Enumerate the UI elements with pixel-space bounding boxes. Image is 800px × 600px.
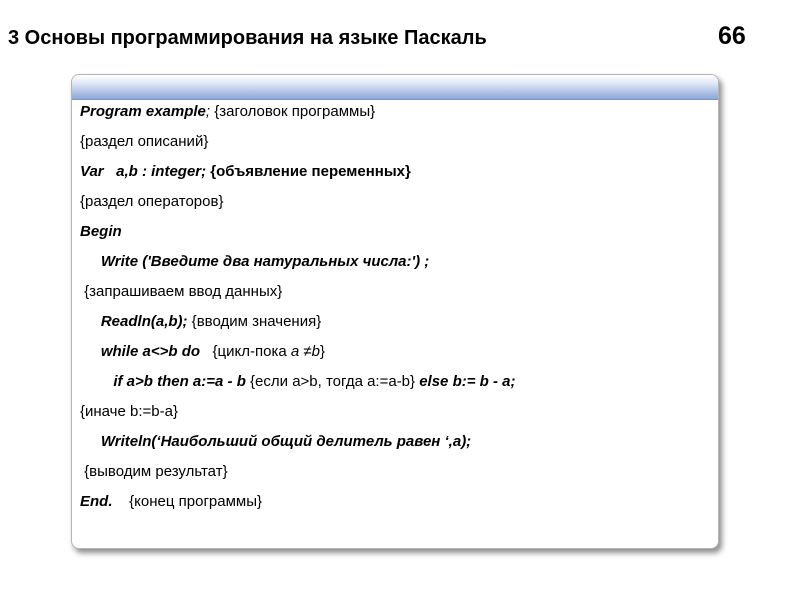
code-comment: {конец программы}	[112, 493, 263, 510]
slide-number: 66	[718, 22, 746, 50]
code-line	[80, 187, 714, 217]
code-comment: {раздел описаний}	[80, 133, 209, 150]
code-line	[80, 427, 714, 457]
code-listing	[80, 97, 714, 517]
code-line	[80, 277, 714, 307]
code-comment: {иначе b:=b-a}	[80, 403, 178, 420]
code-keyword: Writeln(‘Наибольший общий делитель равен ‘,a);	[100, 433, 472, 450]
code-line	[80, 217, 714, 247]
code-comment: {запрашиваем ввод данных}	[80, 283, 283, 300]
code-comment: {цикл-пока	[200, 343, 291, 360]
code-comment: {если a>b, тогда a:=a-b}	[245, 373, 420, 390]
code-line	[80, 127, 714, 157]
code-comment: {вводим значения}	[187, 313, 322, 330]
code-keyword: if a>b then a:=a - b	[113, 373, 246, 390]
code-keyword: Begin	[80, 223, 122, 240]
code-keyword: while a<>b do	[100, 343, 201, 360]
code-line	[80, 157, 714, 187]
code-indent	[80, 343, 101, 360]
code-keyword: Var a,b : integer;	[80, 163, 207, 180]
code-indent	[80, 373, 113, 390]
code-line	[80, 97, 714, 127]
code-line	[80, 307, 714, 337]
code-comment: {раздел операторов}	[80, 193, 224, 210]
code-keyword: Readln(a,b);	[100, 313, 188, 330]
slide-title: 3 Основы программирования на языке Паскаль	[8, 27, 487, 49]
code-line	[80, 487, 714, 517]
code-line	[80, 457, 714, 487]
code-indent	[80, 433, 101, 450]
code-keyword: else b:= b - a;	[419, 373, 516, 390]
code-keyword: End.	[80, 493, 113, 510]
code-comment-italic: a ≠b	[290, 343, 320, 360]
code-comment: {объявление переменных}	[206, 163, 411, 180]
code-keyword: Program example	[80, 103, 206, 120]
code-comment: {выводим результат}	[80, 463, 228, 480]
code-line	[80, 367, 714, 397]
code-comment: }	[319, 343, 325, 360]
code-punct: ;	[205, 103, 211, 120]
code-comment: {заголовок программы}	[210, 103, 376, 120]
code-line	[80, 397, 714, 427]
code-line	[80, 247, 714, 277]
code-line	[80, 337, 714, 367]
code-keyword: Write ('Введите два натуральных числа:') ;	[100, 253, 430, 270]
code-panel	[71, 74, 719, 549]
code-indent	[80, 253, 101, 270]
code-indent	[80, 313, 101, 330]
